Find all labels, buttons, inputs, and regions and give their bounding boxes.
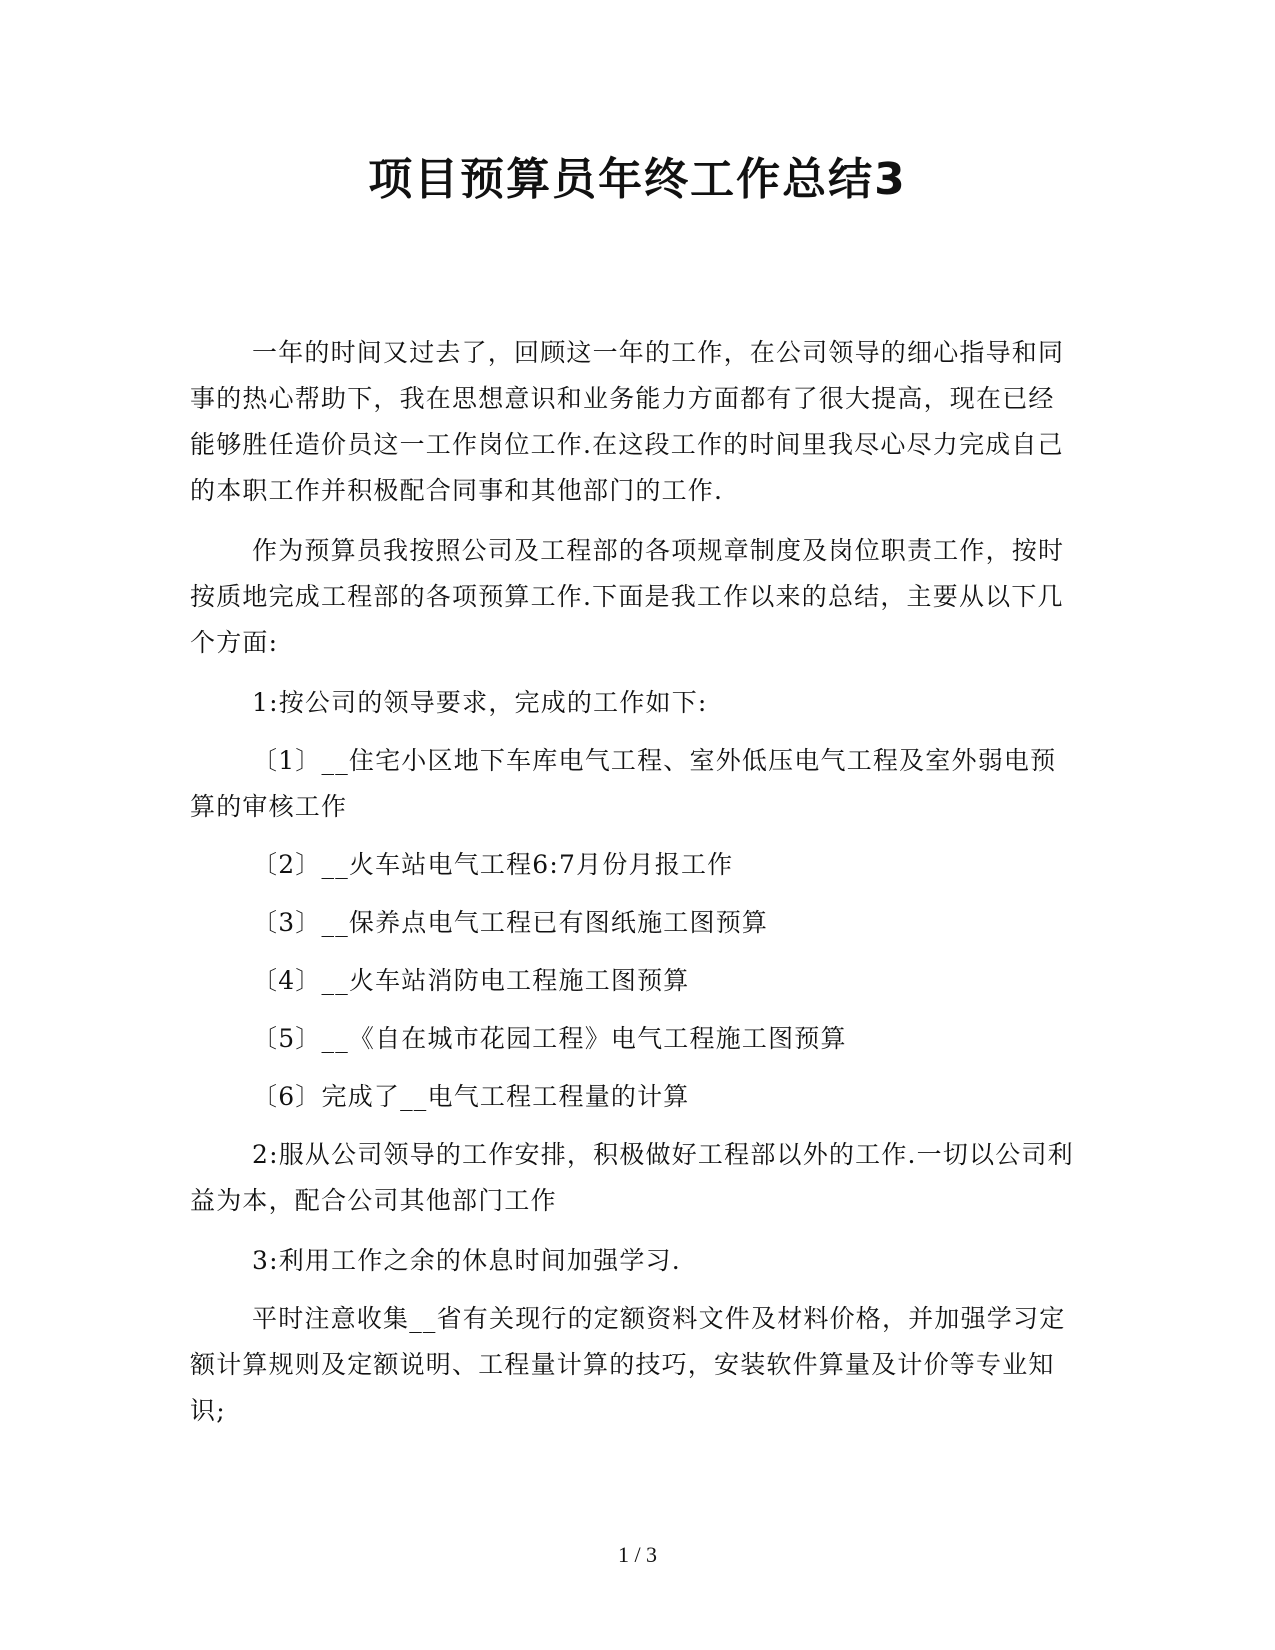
- list-item: 〔1〕__住宅小区地下车库电气工程、室外低压电气工程及室外弱电预算的审核工作: [190, 746, 1057, 821]
- paragraph: 3:利用工作之余的休息时间加强学习.: [252, 1246, 681, 1275]
- paragraph: 作为预算员我按照公司及工程部的各项规章制度及岗位职责工作，按时按质地完成工程部的各项预算工作.下面是我工作以来的总结，主要从以下几个方面:: [190, 536, 1065, 657]
- page-title: 项目预算员年终工作总结3: [368, 154, 907, 205]
- paragraph: 平时注意收集__省有关现行的定额资料文件及材料价格，并加强学习定额计算规则及定额说明、工程量计算的技巧，安装软件算量及计价等专业知识;: [190, 1304, 1066, 1425]
- list-item: 〔5〕__《自在城市花园工程》电气工程施工图预算: [252, 1024, 847, 1053]
- list-item: 〔2〕__火车站电气工程6:7月份月报工作: [252, 850, 734, 879]
- page-number: 1 / 3: [617, 1542, 658, 1567]
- document-body: [190, 330, 1080, 1448]
- list-item: 〔3〕__保养点电气工程已有图纸施工图预算: [252, 908, 769, 937]
- paragraph: 一年的时间又过去了，回顾这一年的工作，在公司领导的细心指导和同事的热心帮助下，我在思想意识和业务能力方面都有了很大提高，现在已经能够胜任造价员这一工作岗位工作.在这段工作的时间里我尽心尽力完成自己的本职工作并积极配合同事和其他部门的工作.: [190, 338, 1065, 505]
- paragraph: 2:服从公司领导的工作安排，积极做好工程部以外的工作.一切以公司利益为本，配合公司其他部门工作: [190, 1140, 1074, 1215]
- list-item: 〔4〕__火车站消防电工程施工图预算: [252, 966, 690, 995]
- paragraph: 1:按公司的领导要求，完成的工作如下:: [252, 688, 708, 717]
- list-item: 〔6〕完成了__电气工程工程量的计算: [252, 1082, 690, 1111]
